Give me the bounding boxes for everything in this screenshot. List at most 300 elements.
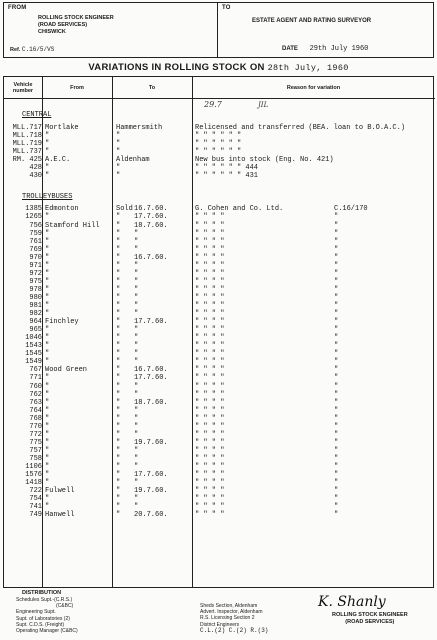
col-vehicle: Vehicle number (4, 77, 42, 99)
to-recipient: ESTATE AGENT AND RATING SURVEYOR (252, 18, 372, 24)
date-cell: " (134, 382, 139, 391)
from-cell: " (45, 479, 50, 488)
date-field (282, 45, 368, 53)
to-cell: " (116, 438, 121, 447)
from-cell: " (45, 471, 50, 480)
date-cell: " (134, 414, 139, 423)
from-cell: " (45, 261, 50, 270)
section-heading: TROLLEYBUSES (22, 193, 73, 202)
reason-cell: " " " " (195, 374, 225, 383)
table-row (4, 342, 435, 350)
reason-cell: " " " " (195, 382, 225, 391)
reason-cell: " " " " (195, 269, 225, 278)
from-line: (ROAD SERVICES) (38, 22, 88, 28)
table-row (4, 326, 435, 334)
reason-cell: " " " " (195, 310, 225, 319)
date-cell: 17.7.60. (134, 471, 168, 480)
vehicle-number: 975 (29, 277, 42, 286)
date-cell: 17.7.60. (134, 374, 168, 383)
to-cell: " (116, 229, 121, 238)
file-ref-cell: " (334, 302, 339, 311)
date-cell: " (134, 293, 139, 302)
file-ref-cell: " (334, 430, 339, 439)
file-ref-cell: " (334, 406, 339, 415)
ref-label: Ref. (10, 47, 21, 53)
from-cell: " (45, 245, 50, 254)
distribution-item: Operating Manager (C&BC) (16, 628, 78, 635)
table-row (4, 391, 435, 399)
vehicle-number: 749 (29, 511, 42, 520)
vehicle-number: 982 (29, 310, 42, 319)
reason-cell: " " " " (195, 487, 225, 496)
to-box (218, 3, 433, 57)
vehicle-number: 754 (29, 495, 42, 504)
vehicle-number: 1106 (25, 463, 42, 472)
date-label: DATE (282, 46, 298, 52)
to-label: TO (222, 5, 231, 11)
page-title (0, 62, 437, 73)
vehicle-number: 978 (29, 285, 42, 294)
table-row (4, 455, 435, 463)
from-cell: " (45, 390, 50, 399)
file-ref-cell: " (334, 454, 339, 463)
table-row (4, 270, 435, 278)
date-cell: " (134, 430, 139, 439)
to-cell: " (116, 310, 121, 319)
from-cell: " (45, 438, 50, 447)
vehicle-number: 965 (29, 326, 42, 335)
reason-cell: " " " " " " (195, 148, 242, 157)
from-cell: " (45, 342, 50, 351)
from-cell: " (45, 148, 50, 157)
from-label: FROM (8, 5, 27, 11)
to-cell: " (116, 446, 121, 455)
reason-cell: " " " " (195, 334, 225, 343)
table-row (4, 334, 435, 342)
from-cell: " (45, 446, 50, 455)
from-cell: " (45, 253, 50, 262)
from-cell: " (45, 310, 50, 319)
table-row (4, 132, 435, 140)
date-cell: " (134, 277, 139, 286)
file-ref-cell: " (334, 229, 339, 238)
vehicle-number: 767 (29, 366, 42, 375)
reference (10, 46, 54, 53)
to-cell: " (116, 406, 121, 415)
to-cell: " (116, 430, 121, 439)
vehicle-number: 972 (29, 269, 42, 278)
table-row (4, 415, 435, 423)
reason-cell: " " " " (195, 350, 225, 359)
vehicle-number: 1385 (25, 205, 42, 214)
vehicle-number: 964 (29, 318, 42, 327)
table-row (4, 238, 435, 246)
to-cell: " (116, 326, 121, 335)
reason-cell: " " " " (195, 406, 225, 415)
vehicle-number: 770 (29, 422, 42, 431)
vehicle-number: MLL.737 (12, 148, 42, 157)
vehicle-number: 722 (29, 487, 42, 496)
vehicle-number: 1265 (25, 213, 42, 222)
from-cell: Mortlake (45, 124, 79, 133)
table-row (4, 463, 435, 471)
to-cell: " (116, 132, 121, 141)
file-ref-cell: " (334, 398, 339, 407)
from-cell: " (45, 430, 50, 439)
table-row (4, 302, 435, 310)
vehicle-number: 980 (29, 293, 42, 302)
table-row (4, 156, 435, 164)
date-cell: 16.7.60. (134, 366, 168, 375)
file-ref-cell: " (334, 342, 339, 351)
to-cell: " (116, 253, 121, 262)
to-cell: " (116, 269, 121, 278)
vehicle-number: 757 (29, 446, 42, 455)
reason-cell: " " " " (195, 358, 225, 367)
distribution-item: Sheds Section, Aldenham (200, 603, 258, 609)
file-ref-cell: " (334, 310, 339, 319)
reason-cell: " " " " (195, 293, 225, 302)
table-row (4, 310, 435, 318)
table-row (4, 172, 435, 180)
reason-cell: " " " " " " (195, 132, 242, 141)
file-ref-cell: " (334, 285, 339, 294)
title-text: VARIATIONS IN ROLLING STOCK ON (88, 62, 265, 73)
file-ref-cell: " (334, 237, 339, 246)
vehicle-number: 772 (29, 430, 42, 439)
title-date: 28th July, 1960 (267, 63, 349, 73)
from-cell: " (45, 382, 50, 391)
to-cell: " (116, 164, 121, 173)
vehicle-number: MLL.717 (12, 124, 42, 133)
vehicle-number: 763 (29, 398, 42, 407)
section-heading: CENTRAL (22, 111, 52, 119)
file-ref-cell: " (334, 479, 339, 488)
table-row (4, 246, 435, 254)
file-ref-cell: " (334, 422, 339, 431)
vehicle-number: 981 (29, 302, 42, 311)
date-cell: " (134, 358, 139, 367)
date-cell: 16.7.60. (134, 253, 168, 262)
to-cell: " (116, 261, 121, 270)
vehicle-number: MLL.719 (12, 140, 42, 149)
to-cell: " (116, 454, 121, 463)
vehicle-number: 760 (29, 382, 42, 391)
from-cell: A.E.C. (45, 156, 71, 165)
from-cell: " (45, 454, 50, 463)
reason-cell: " " " " (195, 511, 225, 520)
vehicle-number: 1545 (25, 350, 42, 359)
from-cell: " (45, 414, 50, 423)
vehicle-number: 428 (29, 164, 42, 173)
vehicle-number: MLL.718 (12, 132, 42, 141)
from-cell: Hanwell (45, 511, 75, 520)
table-row (4, 350, 435, 358)
reason-cell: " " " " (195, 390, 225, 399)
from-cell: " (45, 140, 50, 149)
file-ref-cell: " (334, 390, 339, 399)
date-cell: " (134, 285, 139, 294)
table-row (4, 205, 435, 213)
distribution-label: DISTRIBUTION (22, 590, 62, 596)
date-cell: " (134, 422, 139, 431)
file-ref-cell: " (334, 495, 339, 504)
file-ref-cell: C.16/170 (334, 205, 368, 214)
table-row (4, 431, 435, 439)
file-ref-cell: " (334, 326, 339, 335)
distribution-item: R.S. Licensing Section 2 (200, 615, 255, 622)
table-row (4, 511, 435, 519)
date-cell: 19.7.60. (134, 487, 168, 496)
to-cell: " (116, 172, 121, 181)
vehicle-number: 1418 (25, 479, 42, 488)
from-cell: Stamford Hill (45, 221, 100, 230)
date-cell: 17.7.60. (134, 213, 168, 222)
reason-cell: " " " " " " (195, 140, 242, 149)
reason-cell: " " " " (195, 253, 225, 262)
to-cell: " (116, 374, 121, 383)
reason-cell: " " " " (195, 285, 225, 294)
from-cell: " (45, 463, 50, 472)
vehicle-number: 1549 (25, 358, 42, 367)
date-cell: 18.7.60. (134, 221, 168, 230)
vehicle-number: 741 (29, 503, 42, 512)
to-cell: " (116, 302, 121, 311)
table-row (4, 383, 435, 391)
to-cell: Aldenham (116, 156, 150, 165)
date-cell: " (134, 326, 139, 335)
reason-cell: " " " " (195, 326, 225, 335)
distribution-item: (C&BC) (56, 603, 74, 610)
distribution-list-left (16, 597, 78, 634)
table-row (4, 140, 435, 148)
file-ref-cell: " (334, 277, 339, 286)
file-ref-cell: " (334, 446, 339, 455)
date-value: 29th July 1960 (309, 45, 369, 53)
table-row (4, 222, 435, 230)
reason-cell: " " " " (195, 318, 225, 327)
vehicle-number: 769 (29, 245, 42, 254)
date-cell: 18.7.60. (134, 398, 168, 407)
header-box (3, 2, 434, 58)
file-ref-cell: " (334, 511, 339, 520)
file-ref-cell: " (334, 374, 339, 383)
file-ref-cell: " (334, 414, 339, 423)
reason-cell: " " " " (195, 277, 225, 286)
table-row (4, 318, 435, 326)
table-row (4, 479, 435, 487)
table-row (4, 124, 435, 132)
date-cell: " (134, 503, 139, 512)
to-cell: " (116, 463, 121, 472)
date-cell: " (134, 406, 139, 415)
vehicle-number: 759 (29, 229, 42, 238)
from-cell: " (45, 237, 50, 246)
to-cell: " (116, 398, 121, 407)
from-cell: " (45, 406, 50, 415)
from-cell: " (45, 358, 50, 367)
col-from: From (42, 77, 112, 99)
vehicle-number: 1543 (25, 342, 42, 351)
to-cell: " (116, 342, 121, 351)
to-cell: " (116, 414, 121, 423)
from-cell: " (45, 326, 50, 335)
variations-table (3, 76, 434, 588)
from-cell: " (45, 422, 50, 431)
to-cell: Hammersmith (116, 124, 163, 133)
file-ref-cell: " (334, 213, 339, 222)
vehicle-number: 761 (29, 237, 42, 246)
from-cell: " (45, 293, 50, 302)
to-cell: " (116, 334, 121, 343)
from-cell: Finchley (45, 318, 79, 327)
distribution-item: Schedules Supt.-(C.R.S.) (16, 597, 73, 603)
file-ref-cell: " (334, 245, 339, 254)
table-row (4, 262, 435, 270)
date-cell: " (134, 269, 139, 278)
from-box (4, 3, 218, 57)
date-cell: " (134, 495, 139, 504)
to-cell: " (116, 318, 121, 327)
table-row (4, 213, 435, 221)
reason-cell: " " " " (195, 414, 225, 423)
to-cell: " (116, 487, 121, 496)
reason-cell: " " " " (195, 261, 225, 270)
distribution-item: District Engineers (200, 621, 240, 628)
to-cell: " (116, 285, 121, 294)
from-cell: " (45, 269, 50, 278)
reason-cell: " " " " " " 444 (195, 164, 259, 173)
vehicle-number: RM. 425 (12, 156, 42, 165)
to-cell: " (116, 277, 121, 286)
vehicle-number: 775 (29, 438, 42, 447)
date-cell: 20.7.60. (134, 511, 168, 520)
date-cell: " (134, 446, 139, 455)
col-to: To (112, 77, 192, 99)
from-address (38, 15, 114, 36)
to-cell: " (116, 366, 121, 375)
to-cell: " (116, 245, 121, 254)
handwritten-note: 29.7 (204, 100, 222, 109)
date-cell: " (134, 342, 139, 351)
table-row (4, 148, 435, 156)
date-cell: " (134, 302, 139, 311)
date-cell: 19.7.60. (134, 438, 168, 447)
table-row (4, 286, 435, 294)
table-row (4, 471, 435, 479)
to-cell: " (116, 213, 121, 222)
to-cell: " (116, 382, 121, 391)
from-cell: " (45, 285, 50, 294)
from-cell: " (45, 350, 50, 359)
vehicle-number: 762 (29, 390, 42, 399)
file-ref-cell: " (334, 318, 339, 327)
reason-cell: " " " " (195, 430, 225, 439)
footer (0, 589, 437, 640)
vehicle-number: 764 (29, 406, 42, 415)
to-cell: " (116, 471, 121, 480)
date-cell: 17.7.60. (134, 318, 168, 327)
table-row (4, 278, 435, 286)
table-row (4, 487, 435, 495)
reason-cell: " " " " (195, 229, 225, 238)
from-cell: " (45, 503, 50, 512)
from-line: ROLLING STOCK ENGINEER (38, 15, 114, 21)
to-cell: " (116, 350, 121, 359)
file-ref-cell: " (334, 334, 339, 343)
reason-cell: " " " " (195, 366, 225, 375)
to-cell: " (116, 148, 121, 157)
file-ref-cell: " (334, 253, 339, 262)
vehicle-number: 970 (29, 253, 42, 262)
reason-cell: " " " " (195, 479, 225, 488)
table-row (4, 447, 435, 455)
file-ref-cell: " (334, 350, 339, 359)
date-cell: 16.7.60. (134, 205, 168, 214)
from-cell: " (45, 164, 50, 173)
from-cell: " (45, 277, 50, 286)
to-cell: " (116, 503, 121, 512)
from-line: CHISWICK (38, 29, 66, 35)
to-cell: " (116, 422, 121, 431)
reason-cell: " " " " (195, 503, 225, 512)
date-cell: " (134, 463, 139, 472)
reason-cell: " " " " (195, 213, 225, 222)
handwritten-initials: JIL (258, 101, 269, 109)
vehicle-number: 430 (29, 172, 42, 181)
table-row (4, 503, 435, 511)
file-ref-cell: " (334, 463, 339, 472)
vehicle-number: 971 (29, 261, 42, 270)
file-ref-cell: " (334, 366, 339, 375)
reason-cell: " " " " (195, 342, 225, 351)
vehicle-number: 771 (29, 374, 42, 383)
file-ref-cell: " (334, 269, 339, 278)
from-cell: " (45, 495, 50, 504)
file-ref-cell: " (334, 293, 339, 302)
table-row (4, 366, 435, 374)
reason-cell: G. Cohen and Co. Ltd. (195, 205, 284, 214)
distribution-item: Supt. of Laboratories (2) (16, 615, 70, 622)
reason-cell: Relicensed and transferred (BEA. loan to B.O.A.C.) (195, 124, 406, 133)
table-row (4, 399, 435, 407)
distribution-item: Supt. C.D.S. (Freight) (16, 621, 65, 628)
date-cell: " (134, 310, 139, 319)
to-cell: " (116, 479, 121, 488)
date-cell: " (134, 390, 139, 399)
reason-cell: " " " " (195, 454, 225, 463)
from-cell: " (45, 172, 50, 181)
date-cell: " (134, 350, 139, 359)
to-cell: " (116, 390, 121, 399)
date-cell: " (134, 229, 139, 238)
from-cell: " (45, 334, 50, 343)
file-ref-cell: " (334, 382, 339, 391)
date-cell: " (134, 261, 139, 270)
file-ref-cell: " (334, 358, 339, 367)
vehicle-number: 768 (29, 414, 42, 423)
reason-cell: New bus into stock (Eng. No. 421) (195, 156, 334, 165)
to-cell: " (116, 358, 121, 367)
from-cell: " (45, 302, 50, 311)
table-row (4, 164, 435, 172)
to-cell: " (116, 495, 121, 504)
ref-value: C.16/5/VS (21, 46, 55, 53)
date-cell: " (134, 237, 139, 246)
table-row (4, 254, 435, 262)
vehicle-number: 1576 (25, 471, 42, 480)
reason-cell: " " " " (195, 463, 225, 472)
